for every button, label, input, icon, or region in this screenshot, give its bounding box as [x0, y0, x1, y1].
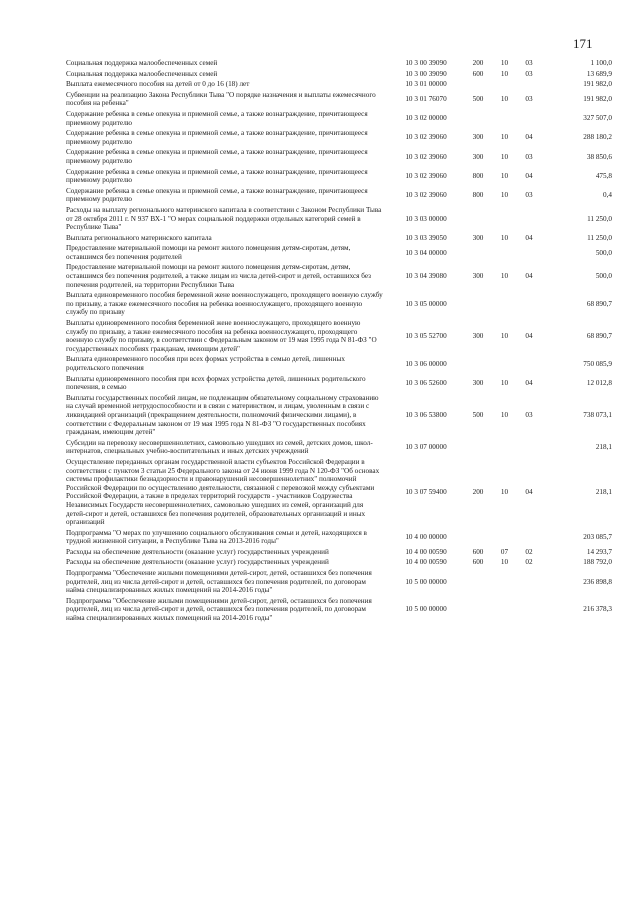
subsection-code: 03: [525, 410, 533, 419]
subsection-code: [517, 205, 541, 233]
expense-type-code: [464, 290, 492, 318]
row-name: Социальная поддержка малообеспеченных семей: [66, 69, 218, 78]
section-code: 10: [500, 191, 509, 200]
section-code: [492, 354, 517, 373]
subsection-code: 04: [525, 171, 533, 180]
section-code: [492, 290, 517, 318]
subsection-code: 03: [525, 191, 533, 200]
subsection-code: [517, 290, 541, 318]
amount: 475,8: [595, 171, 612, 180]
table-row: [66, 58, 612, 69]
amount: 216 378,3: [583, 605, 612, 614]
subsection-code: 04: [525, 331, 533, 340]
subsection-code: 02: [525, 558, 533, 567]
subsection-code: 03: [525, 152, 533, 161]
amount: 191 982,0: [583, 95, 612, 104]
section-code: [492, 205, 517, 233]
amount: 68 890,7: [586, 299, 612, 308]
row-name: Выплата регионального материнского капитала: [66, 233, 212, 242]
target-article-code: 10 4 00 00590: [405, 547, 447, 556]
table-row: [66, 354, 612, 373]
row-name: Предоставление материальной помощи на ремонт жилого помещения детям-сиротам, детям, оставшимся без попечения родителей, а также лицам из числа детей-сирот и детей, оставшихся без попечения родителей, на территории Республики Тыва: [66, 263, 371, 289]
expense-type-code: [464, 596, 492, 624]
table-row: [66, 528, 612, 547]
table-row: [66, 262, 612, 290]
table-row: [66, 69, 612, 80]
section-code: 10: [500, 488, 509, 497]
table-row: [66, 147, 612, 166]
subsection-code: [517, 568, 541, 596]
row-name: Выплаты единовременного пособия беременной жене военнослужащего, проходящего военную службу по призыву, а также ежемесячного пособия на ребенка военнослужащего, проходящего военную службу по призыву, в соответствии с Федеральным законом от 19 мая 1995 года N 81-ФЗ "О государственных пособиях гражданам, имеющим детей": [66, 319, 377, 353]
subsection-code: [517, 243, 541, 262]
amount: 327 507,0: [583, 114, 612, 123]
row-name: Содержание ребенка в семье опекуна и приемной семье, а также вознаграждение, причитающееся приемному родителю: [66, 129, 368, 146]
expense-type-code: 300: [472, 133, 484, 142]
row-name: Выплата единовременного пособия при всех формах устройства в семью детей, лишенных родительского попечения: [66, 355, 345, 372]
row-name: Социальная поддержка малообеспеченных семей: [66, 59, 218, 67]
target-article-code: 10 3 04 00000: [405, 248, 447, 257]
target-article-code: 10 3 03 39050: [405, 233, 447, 242]
expense-type-code: 500: [472, 410, 484, 419]
subsection-code: 04: [525, 233, 533, 242]
section-code: 10: [500, 171, 509, 180]
row-name: Выплаты единовременного пособия при всех формах устройства детей, лишенных родительского попечения, в семью: [66, 374, 366, 392]
target-article-code: 10 5 00 00000: [405, 605, 447, 614]
section-code: [492, 438, 517, 457]
table-row: [66, 90, 612, 109]
subsection-code: 04: [525, 133, 533, 142]
section-code: [492, 243, 517, 262]
table-row: [66, 290, 612, 318]
expense-type-code: [464, 243, 492, 262]
row-name: Осуществление переданных органам государственной власти субъектов Российской Федерации в соответствии с пунктом 3 статьи 25 Федерального закона от 24 июня 1999 года N 120-ФЗ "Об основах системы профилактики безнадзорности и правонарушений несовершеннолетних" полномочий Российской Федерации по осуществлению деятельности, связанной с перевозкой между субъектами Российской Федерации, а также в пределах территорий государств - участников Содружества Независимых Государств несовершеннолетних, самовольно ушедших из семей, организаций для детей-сирот и детей, оставшихся без попечения родителей, образовательных организаций и иных организаций: [66, 457, 380, 527]
table-row: [66, 374, 612, 393]
row-name: Подпрограмма "Обеспечение жилыми помещениями детей-сирот, детей, оставшихся без попечения родителей, лиц из числа детей-сирот и детей, оставшихся без попечения родителей, по договорам найма специализированных жилых помещений на 2014-2016 годы": [66, 569, 372, 595]
row-name: Содержание ребенка в семье опекуна и приемной семье, а также вознаграждение, причитающееся приемному родителю: [66, 109, 368, 127]
target-article-code: 10 3 01 76070: [405, 95, 447, 104]
row-name: Расходы на обеспечение деятельности (оказание услуг) государственных учреждений: [66, 558, 329, 567]
amount: 500,0: [595, 248, 612, 257]
amount: 0,4: [603, 191, 612, 200]
expense-type-code: 600: [472, 558, 484, 567]
subsection-code: 03: [525, 95, 533, 104]
table-row: [66, 547, 612, 558]
table-row: [66, 596, 612, 624]
target-article-code: 10 3 07 59400: [405, 488, 447, 497]
table-row: [66, 79, 612, 90]
table-row: [66, 233, 612, 244]
table-row: [66, 205, 612, 233]
section-code: 10: [500, 410, 509, 419]
target-article-code: 10 4 00 00590: [405, 558, 447, 567]
subsection-code: [517, 596, 541, 624]
amount: 1 100,0: [590, 59, 612, 67]
section-code: [492, 528, 517, 547]
target-article-code: 10 3 04 39080: [405, 272, 447, 281]
amount: 500,0: [595, 272, 612, 281]
amount: 188 792,0: [583, 558, 612, 567]
subsection-code: 04: [525, 488, 533, 497]
target-article-code: 10 3 02 39060: [405, 152, 447, 161]
expense-type-code: 300: [472, 233, 484, 242]
amount: 236 898,8: [583, 577, 612, 586]
section-code: 10: [500, 378, 509, 387]
expense-type-code: 300: [472, 152, 484, 161]
subsection-code: 03: [525, 69, 533, 78]
expense-type-code: 600: [472, 69, 484, 78]
row-name: Субвенции на реализацию Закона Республики Тыва "О порядке назначения и выплаты ежемесячного пособия на ребенка": [66, 90, 376, 108]
section-code: [492, 109, 517, 128]
table-row: [66, 318, 612, 354]
table-row: [66, 128, 612, 147]
expense-type-code: 300: [472, 272, 484, 281]
subsection-code: [517, 79, 541, 90]
amount: 11 250,0: [587, 233, 612, 242]
expense-type-code: 300: [472, 331, 484, 340]
section-code: 10: [500, 152, 509, 161]
target-article-code: 10 3 00 39090: [405, 59, 447, 67]
row-name: Подпрограмма "Обеспечение жилыми помещениями детей-сирот, детей, оставшихся без попечения родителей, лиц из числа детей-сирот и детей, оставшихся без попечения родителей, по договорам найма специализированных жилых помещений на 2014-2016 годы": [66, 596, 372, 623]
expense-type-code: [464, 568, 492, 596]
expense-type-code: 600: [472, 547, 484, 556]
row-name: Выплата ежемесячного пособия на детей от 0 до 16 (18) лет: [66, 80, 250, 89]
expense-type-code: [464, 354, 492, 373]
subsection-code: 04: [525, 272, 533, 281]
section-code: 07: [500, 547, 509, 556]
target-article-code: 10 4 00 00000: [405, 532, 447, 541]
table-row: [66, 167, 612, 186]
budget-table: [66, 58, 612, 624]
row-name: Содержание ребенка в семье опекуна и приемной семье, а также вознаграждение, причитающееся приемному родителю: [66, 148, 368, 165]
section-code: 10: [500, 272, 509, 281]
section-code: 10: [500, 331, 509, 340]
target-article-code: 10 3 02 39060: [405, 133, 447, 142]
row-name: Расходы на выплату регионального материнского капитала в соответствии с Законом Республики Тыва от 28 октября 2011 г. N 937 ВХ-1 "О мерах социальной поддержки отдельных категорий семей в Республике Тыва": [66, 205, 382, 232]
amount: 203 085,7: [583, 532, 612, 541]
subsection-code: 04: [525, 378, 533, 387]
table-row: [66, 109, 612, 128]
target-article-code: 10 3 02 39060: [405, 191, 447, 200]
page-number: 171: [573, 36, 593, 51]
expense-type-code: 800: [472, 171, 484, 180]
amount: 191 982,0: [583, 80, 612, 89]
amount: 68 890,7: [586, 331, 612, 340]
expense-type-code: [464, 109, 492, 128]
expense-type-code: 200: [472, 59, 484, 67]
section-code: 10: [500, 95, 509, 104]
subsection-code: 03: [525, 59, 533, 67]
subsection-code: [517, 438, 541, 457]
section-code: [492, 79, 517, 90]
amount: 12 012,8: [586, 378, 612, 387]
expense-type-code: [464, 528, 492, 547]
amount: 750 085,9: [583, 359, 612, 368]
budget-table-body: [66, 58, 612, 624]
table-row: [66, 438, 612, 457]
amount: 11 250,0: [587, 214, 612, 223]
section-code: 10: [500, 133, 509, 142]
expense-type-code: 500: [472, 95, 484, 104]
target-article-code: 10 3 06 52600: [405, 378, 447, 387]
section-code: 10: [500, 69, 509, 78]
subsection-code: [517, 109, 541, 128]
amount: 288 180,2: [583, 133, 612, 142]
table-row: [66, 568, 612, 596]
target-article-code: 10 3 06 53800: [405, 410, 447, 419]
row-name: Выплата единовременного пособия беременной жене военнослужащего, проходящего военную службу по призыву, а также ежемесячного пособия на ребенка военнослужащего, проходящего военную службу по призыву: [66, 291, 383, 317]
subsection-code: 02: [525, 547, 533, 556]
table-row: [66, 186, 612, 205]
section-code: [492, 568, 517, 596]
row-name: Предоставление материальной помощи на ремонт жилого помещения детям-сиротам, детям, оставшимся без попечения родителей: [66, 244, 351, 261]
table-row: [66, 243, 612, 262]
target-article-code: 10 3 06 00000: [405, 359, 447, 368]
table-row: [66, 557, 612, 568]
target-article-code: 10 3 05 00000: [405, 299, 447, 308]
target-article-code: 10 5 00 00000: [405, 577, 447, 586]
section-code: 10: [500, 233, 509, 242]
expense-type-code: 800: [472, 191, 484, 200]
row-name: Субсидии на перевозку несовершеннолетних, самовольно ушедших из семей, детских домов, школ-интернатов, специальных учебно-воспитательных и иных детских учреждений: [66, 438, 373, 456]
row-name: Расходы на обеспечение деятельности (оказание услуг) государственных учреждений: [66, 547, 329, 556]
target-article-code: 10 3 00 39090: [405, 69, 447, 78]
row-name: Подпрограмма "О мерах по улучшению социального обслуживания семьи и детей, находящихся в трудной жизненной ситуации, в Республике Тыва на 2013-2016 годы": [66, 528, 367, 546]
row-name: Выплаты государственных пособий лицам, не подлежащим обязательному социальному страхованию на случай временной нетрудоспособности и в связи с материнством, и лицам, уволенным в связи с ликвидацией организаций (прекращением деятельности, полномочий физическими лицами), в соответствии с Федеральным законом от 19 мая 1995 года N 81-ФЗ "О государственных пособиях гражданам, имеющим детей": [66, 393, 379, 437]
target-article-code: 10 3 02 39060: [405, 171, 447, 180]
table-row: [66, 393, 612, 438]
subsection-code: [517, 354, 541, 373]
amount: 218,1: [595, 443, 612, 452]
amount: 218,1: [595, 488, 612, 497]
expense-type-code: [464, 79, 492, 90]
expense-type-code: [464, 438, 492, 457]
section-code: 10: [500, 59, 509, 67]
amount: 13 689,9: [586, 69, 612, 78]
target-article-code: 10 3 07 00000: [405, 443, 447, 452]
row-name: Содержание ребенка в семье опекуна и приемной семье, а также вознаграждение, причитающееся приемному родителю: [66, 167, 368, 185]
expense-type-code: [464, 205, 492, 233]
row-name: Содержание ребенка в семье опекуна и приемной семье, а также вознаграждение, причитающееся приемному родителю: [66, 186, 368, 204]
subsection-code: [517, 528, 541, 547]
target-article-code: 10 3 01 00000: [405, 80, 447, 89]
target-article-code: 10 3 03 00000: [405, 214, 447, 223]
amount: 14 293,7: [586, 547, 612, 556]
section-code: [492, 596, 517, 624]
expense-type-code: 300: [472, 378, 484, 387]
table-row: [66, 457, 612, 528]
section-code: 10: [500, 558, 509, 567]
amount: 38 850,6: [586, 152, 612, 161]
target-article-code: 10 3 02 00000: [405, 114, 447, 123]
target-article-code: 10 3 05 52700: [405, 331, 447, 340]
amount: 738 073,1: [583, 410, 612, 419]
expense-type-code: 200: [472, 488, 484, 497]
